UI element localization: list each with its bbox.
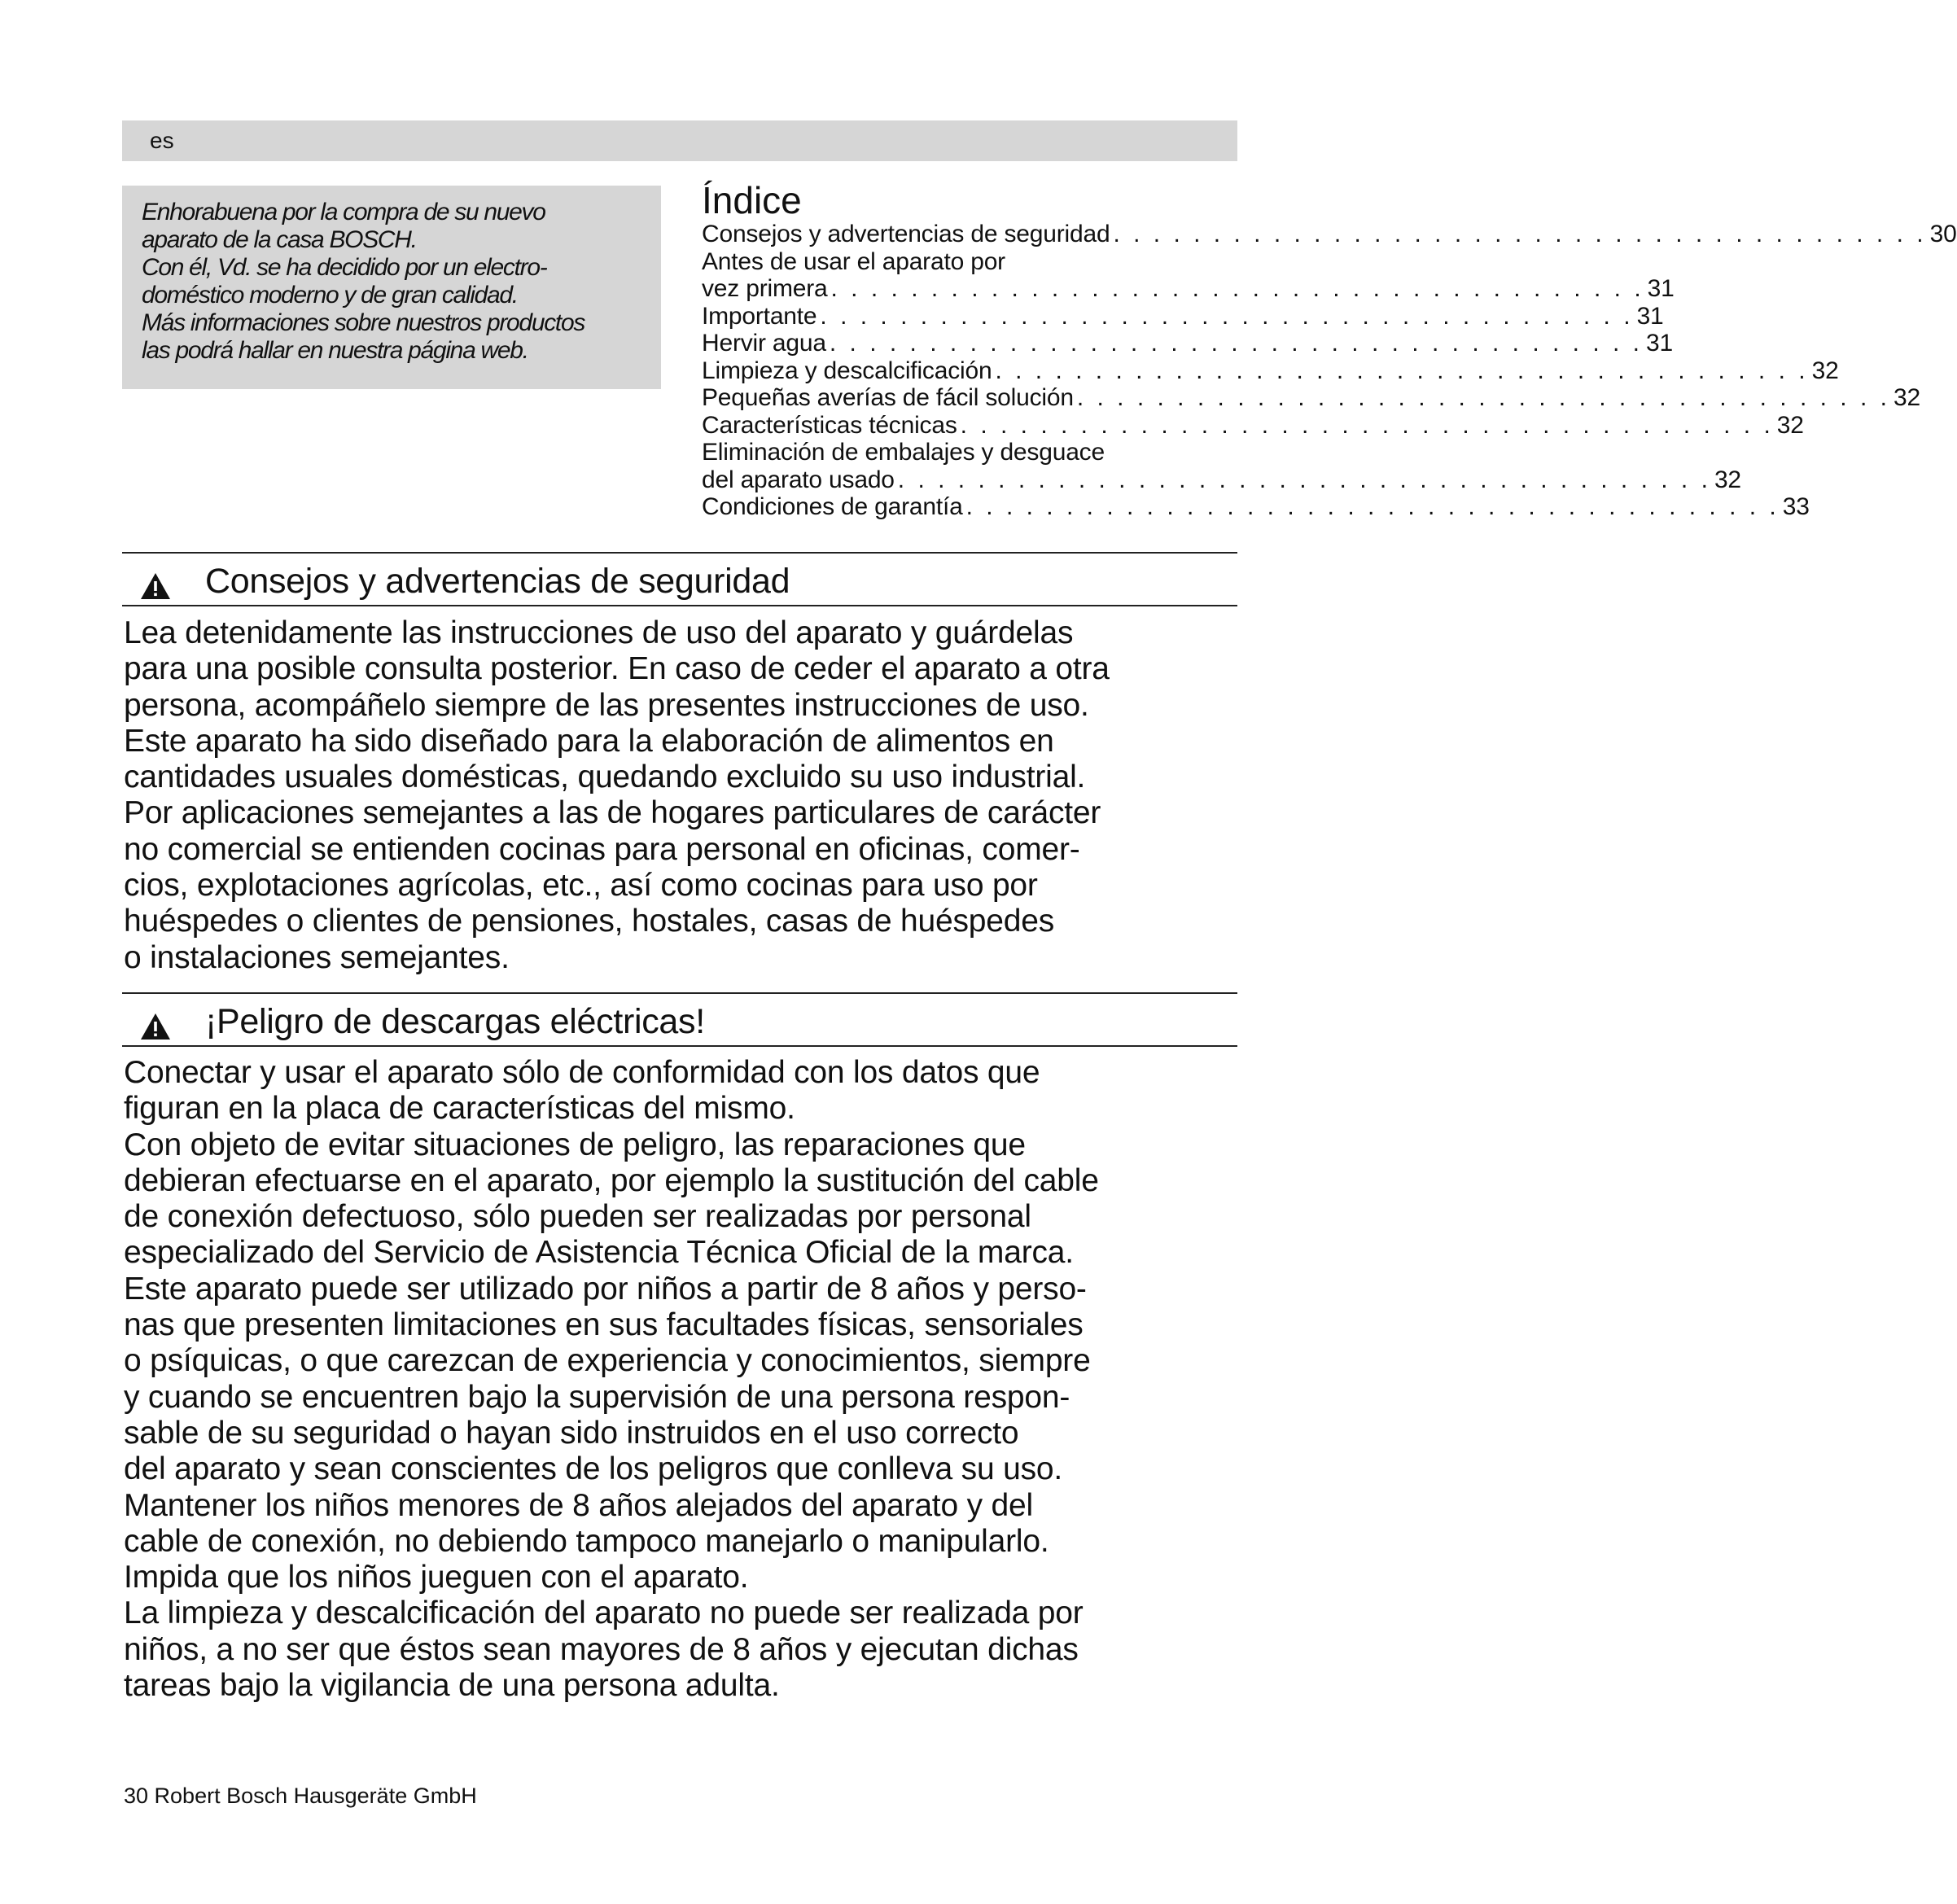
toc-entry [702, 411, 1804, 440]
body-line: cable de conexión, no debiendo tampoco manejarlo o manipularlo. [124, 1523, 1049, 1559]
body-line: niños, a no ser que éstos sean mayores de 8 años y ejecutan dichas [124, 1631, 1079, 1667]
toc-entry [702, 357, 1839, 385]
toc-entry-page: 33 [1782, 493, 1810, 520]
body-line: Este aparato ha sido diseñado para la elaboración de alimentos en [124, 723, 1054, 759]
toc-entry-page: 31 [1636, 302, 1664, 330]
section-title: Consejos y advertencias de seguridad [205, 562, 790, 601]
page-footer: 30 Robert Bosch Hausgeräte GmbH [124, 1784, 477, 1808]
language-header-bar [122, 120, 1237, 161]
intro-line: doméstico moderno y de gran calidad. [142, 282, 518, 309]
intro-line: las podrá hallar en nuestra página web. [142, 337, 528, 364]
toc-leader-dots: . . . . . . . . . . . . . . . . . . . . . . . . . . . . . . . . . . . . . . . . . [995, 357, 1809, 384]
toc-entry [702, 493, 1810, 521]
toc-entry [702, 330, 1673, 357]
toc-entry-page: 32 [1714, 466, 1741, 493]
body-line: cantidades usuales domésticas, quedando excluido su uso industrial. [124, 759, 1086, 795]
toc-entry-label: Eliminación de embalajes y desguace [702, 439, 1105, 466]
body-line: del aparato y sean conscientes de los peligros que conlleva su uso. [124, 1451, 1063, 1487]
section-body-electric [124, 1055, 1263, 1704]
body-line: Con objeto de evitar situaciones de peligro, las reparaciones que [124, 1127, 1026, 1162]
intro-box [122, 186, 661, 389]
body-line: debieran efectuarse en el aparato, por ejemplo la sustitución del cable [124, 1162, 1099, 1198]
body-line: figuran en la placa de características del mismo. [124, 1091, 795, 1127]
section-divider [122, 552, 1237, 554]
body-line: Mantener los niños menores de 8 años alejados del aparato y del [124, 1487, 1033, 1523]
body-line: especializado del Servicio de Asistencia Técnica Oficial de la marca. [124, 1235, 1074, 1271]
index-title: Índice [702, 179, 802, 221]
toc-entry [702, 439, 1231, 466]
intro-line: aparato de la casa BOSCH. [142, 226, 417, 253]
section-body-safety [124, 615, 1263, 976]
toc-leader-dots: . . . . . . . . . . . . . . . . . . . . . . . . . . . . . . . . . . . . . . . . . [1113, 221, 1927, 247]
toc-entry-label: del aparato usado [702, 466, 895, 493]
toc-leader-dots: . . . . . . . . . . . . . . . . . . . . . . . . . . . . . . . . . . . . . . . . . [829, 330, 1644, 357]
toc-entry-label: Condiciones de garantía [702, 493, 963, 520]
toc-entry-page: 31 [1646, 330, 1673, 357]
section-underline [122, 605, 1237, 606]
section-heading-safety [122, 556, 1237, 605]
toc-entry [702, 275, 1675, 303]
toc-entry-label: Limpieza y descalcificación [702, 357, 992, 384]
section-title: ¡Peligro de descargas eléctricas! [205, 1002, 705, 1041]
toc-entry-page: 32 [1811, 357, 1839, 384]
intro-line: Enhorabuena por la compra de su nuevo [142, 199, 545, 225]
warning-triangle-icon [140, 572, 171, 600]
toc-entry [702, 302, 1664, 330]
toc-entry-label: Importante [702, 302, 817, 330]
toc-entry-page: 32 [1893, 384, 1920, 411]
body-line: huéspedes o clientes de pensiones, hostales, casas de huéspedes [124, 904, 1055, 939]
section-divider [122, 992, 1237, 994]
body-line: Este aparato puede ser utilizado por niños a partir de 8 años y perso- [124, 1271, 1087, 1307]
toc-entry-page: 30 [1929, 221, 1957, 247]
section-heading-electric [122, 996, 1237, 1045]
body-line: Impida que los niños jueguen con el aparato. [124, 1560, 749, 1595]
body-line: cios, explotaciones agrícolas, etc., así como cocinas para uso por [124, 868, 1038, 904]
toc-leader-dots: . . . . . . . . . . . . . . . . . . . . . . . . . . . . . . . . . . . . . . . . . [830, 275, 1644, 302]
body-line: tareas bajo la vigilancia de una persona adulta. [124, 1668, 780, 1704]
body-line: o instalaciones semejantes. [124, 939, 510, 975]
toc-entry-label: Antes de usar el aparato por [702, 247, 1005, 275]
body-line: Lea detenidamente las instrucciones de uso del aparato y guárdelas [124, 615, 1074, 650]
toc-entry-label: Características técnicas [702, 411, 957, 439]
toc-entry-label: vez primera [702, 275, 828, 302]
index-list [702, 221, 1957, 521]
toc-entry-label: Pequeñas averías de fácil solución [702, 384, 1074, 411]
toc-leader-dots: . . . . . . . . . . . . . . . . . . . . . . . . . . . . . . . . . . . . . . . . . [897, 466, 1711, 493]
body-line: de conexión defectuoso, sólo pueden ser realizadas por personal [124, 1199, 1031, 1235]
body-line: y cuando se encuentren bajo la supervisión de una persona respon- [124, 1379, 1070, 1415]
toc-leader-dots: . . . . . . . . . . . . . . . . . . . . . . . . . . . . . . . . . . . . . . . . . [960, 411, 1774, 439]
toc-leader-dots: . . . . . . . . . . . . . . . . . . . . . . . . . . . . . . . . . . . . . . . . . [1076, 384, 1890, 411]
intro-line: Con él, Vd. se ha decidido por un electro- [142, 254, 547, 281]
toc-entry [702, 384, 1920, 412]
toc-leader-dots: . . . . . . . . . . . . . . . . . . . . . . . . . . . . . . . . . . . . . . . . . [820, 302, 1634, 330]
toc-entry-label: Consejos y advertencias de seguridad [702, 221, 1110, 247]
language-code: es [150, 128, 174, 153]
warning-triangle-icon [140, 1013, 171, 1040]
toc-entry [702, 466, 1741, 494]
intro-line: Más informaciones sobre nuestros productos [142, 309, 585, 336]
body-line: no comercial se entienden cocinas para personal en oficinas, comer- [124, 831, 1080, 867]
toc-entry [702, 221, 1957, 248]
body-line: para una posible consulta posterior. En caso de ceder el aparato a otra [124, 651, 1110, 687]
section-underline [122, 1045, 1237, 1047]
toc-entry-page: 31 [1647, 275, 1675, 302]
body-line: Conectar y usar el aparato sólo de conformidad con los datos que [124, 1055, 1040, 1090]
toc-entry-label: Hervir agua [702, 330, 826, 357]
body-line: persona, acompáñelo siempre de las presentes instrucciones de uso. [124, 687, 1089, 723]
toc-leader-dots: . . . . . . . . . . . . . . . . . . . . . . . . . . . . . . . . . . . . . . . . . [965, 493, 1780, 520]
body-line: nas que presenten limitaciones en sus facultades físicas, sensoriales [124, 1307, 1084, 1343]
toc-entry [702, 248, 1231, 276]
body-line: Por aplicaciones semejantes a las de hogares particulares de carácter [124, 795, 1101, 831]
body-line: o psíquicas, o que carezcan de experiencia y conocimientos, siempre [124, 1343, 1091, 1379]
body-line: sable de su seguridad o hayan sido instruidos en el uso correcto [124, 1415, 1019, 1451]
toc-entry-page: 32 [1776, 411, 1804, 439]
body-line: La limpieza y descalcificación del aparato no puede ser realizada por [124, 1595, 1084, 1631]
